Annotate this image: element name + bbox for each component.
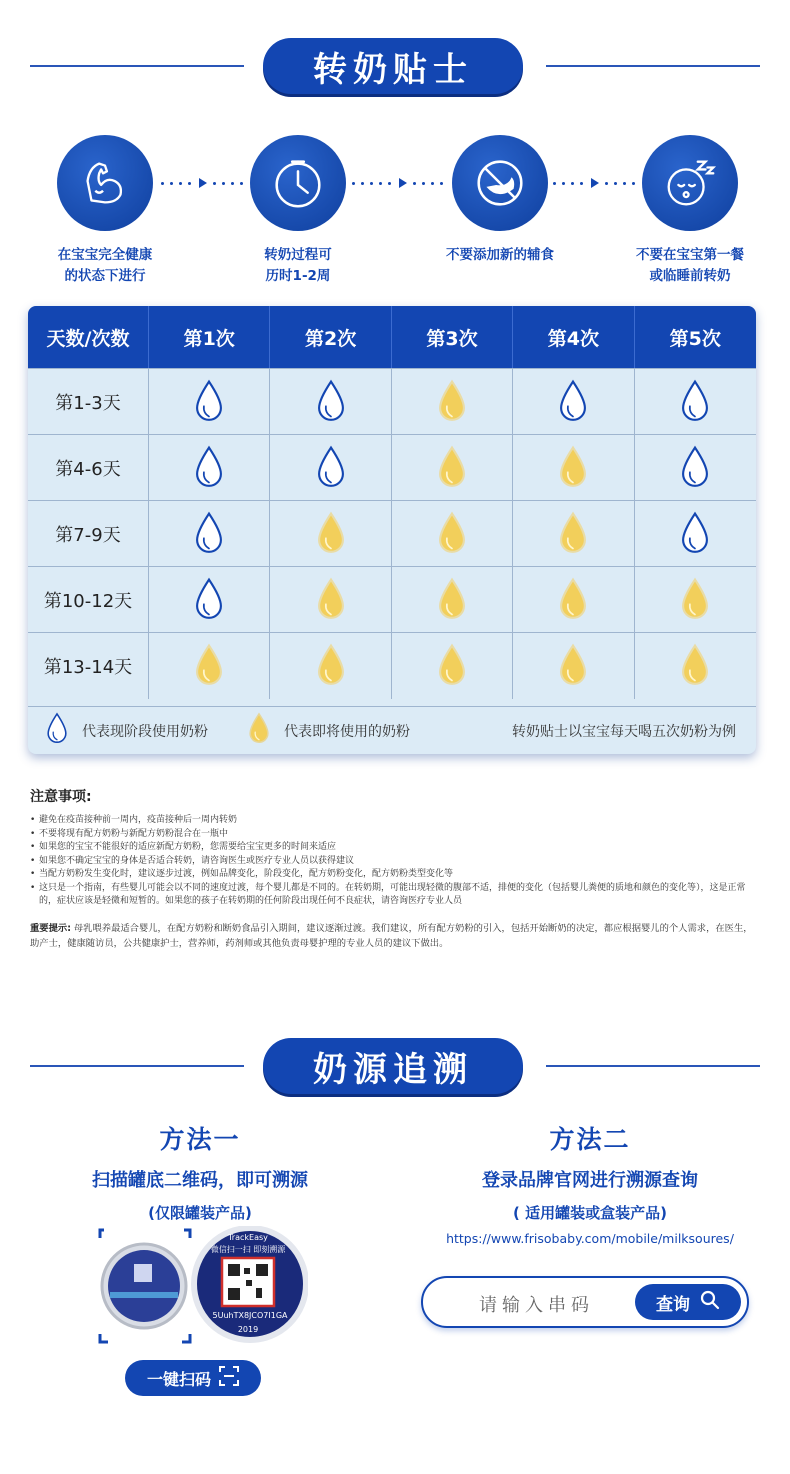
step-connector-1 [161,178,249,188]
scan-button[interactable] [125,1360,261,1396]
table-row [28,500,756,566]
gold-drop-icon [392,501,513,567]
table-row [28,434,756,500]
trace-url-link[interactable]: https://www.frisobaby.com/mobile/milksoures/ [446,1231,734,1246]
white-drop-icon [635,435,756,501]
can-qr-code-image [98,1226,308,1346]
step-1-label: 在宝宝完全健康 的状态下进行 [57,247,153,284]
white-drop-icon [149,567,270,633]
method-one-title: 方法一 [159,1125,241,1154]
gold-drop-icon [392,435,513,501]
qr-scan-text: 微信扫一扫 即刻溯源 [210,1245,286,1254]
header-divider-right [546,1065,760,1067]
header-divider-left [30,65,244,67]
notes-list [30,814,760,909]
gold-drop-icon [392,633,513,699]
white-drop-icon [149,435,270,501]
query-button-label: 查询 [656,1294,690,1315]
note-item: • 如果您不确定宝宝的身体是否适合转奶，请咨询医生或医疗专业人员以获得建议 [30,855,760,869]
gold-drop-icon [149,633,270,699]
method-one-subtitle: 扫描罐底二维码，即可溯源 [92,1170,308,1191]
legend-current [44,712,208,750]
step-4-label: 不要在宝宝第一餐 或临睡前转奶 [636,247,744,284]
gold-drop-icon [270,501,391,567]
method-two-note: ( 适用罐装或盒装产品) [513,1204,667,1222]
query-button[interactable] [635,1284,741,1320]
legend-current-text: 代表现阶段使用奶粉 [82,723,208,740]
white-drop-icon [270,369,391,435]
legend-new-text: 代表即将使用的奶粉 [284,723,410,740]
white-drop-icon [44,712,70,750]
header-feed-3: 第3次 [392,306,513,368]
step-2-label: 转奶过程可 历时1-2周 [264,247,332,284]
gold-drop-icon [246,712,272,750]
gold-drop-icon [635,633,756,699]
tips-title: 转奶贴士 [263,38,523,94]
gold-drop-icon [513,567,634,633]
header-feed-5: 第5次 [669,327,721,350]
step-connector-3 [553,178,641,188]
transition-steps [0,130,790,290]
note-item: • 不要将现有配方奶粉与新配方奶粉混合在一瓶中 [30,828,760,842]
clock-icon [250,135,346,231]
tips-section-header [0,36,790,96]
table-row [28,368,756,434]
notes-title: 注意事项: [30,789,92,805]
legend-note: 转奶贴士以宝宝每天喝五次奶粉为例 [512,723,736,740]
row-day-label: 第13-14天 [28,633,149,699]
trace-title: 奶源追溯 [263,1038,523,1094]
gold-drop-icon [513,435,634,501]
header-feed-1: 第1次 [149,306,270,368]
header-feed-4: 第4次 [513,306,634,368]
gold-drop-icon [513,501,634,567]
white-drop-icon [513,369,634,435]
important-label: 重要提示: [30,922,71,934]
no-banana-icon [452,135,548,231]
header-divider-right [546,65,760,67]
qr-year-text: 2019 [237,1325,259,1334]
scan-button-label: 一键扫码 [146,1369,211,1389]
method-one [40,1120,360,1223]
row-day-label: 第1-3天 [28,369,149,435]
step-3-label: 不要添加新的辅食 [446,247,554,263]
sleeping-face-icon [642,135,738,231]
table-legend [28,706,756,754]
white-drop-icon [635,501,756,567]
qr-serial-text: 5UuhTX8JCO7I1GA [212,1311,288,1320]
header-feed-2: 第2次 [270,306,391,368]
header-days: 天数/次数 [28,306,149,368]
row-day-label: 第10-12天 [28,567,149,633]
table-header-row [28,306,756,368]
gold-drop-icon [513,633,634,699]
white-drop-icon [149,369,270,435]
gold-drop-icon [392,369,513,435]
qr-brand-text: TrackEasy [228,1233,268,1242]
table-row [28,566,756,632]
gold-drop-icon [270,567,391,633]
note-item: • 当配方奶粉发生变化时，建议逐步过渡，例如品牌变化，阶段变化，配方奶粉变化，配方奶粉类型变化等 [30,868,760,882]
row-day-label: 第7-9天 [28,501,149,567]
important-notice [30,921,760,951]
note-item: • 避免在疫苗接种前一周内，疫苗接种后一周内转奶 [30,814,760,828]
trace-section-header [0,1036,790,1096]
note-item: • 如果您的宝宝不能很好的适应新配方奶粉，您需要给宝宝更多的时间来适应 [30,841,760,855]
notes-section [30,786,760,951]
method-one-note: (仅限罐装产品) [148,1204,252,1222]
step-connector-2 [352,178,449,188]
row-day-label: 第4-6天 [28,435,149,501]
legend-new [246,712,410,750]
method-two [400,1120,780,1246]
strong-arm-icon [57,135,153,231]
search-icon [700,1290,720,1315]
header-divider-left [30,1065,244,1067]
white-drop-icon [149,501,270,567]
gold-drop-icon [270,633,391,699]
white-drop-icon [270,435,391,501]
white-drop-icon [635,369,756,435]
method-two-subtitle: 登录品牌官网进行溯源查询 [482,1170,698,1191]
transition-schedule-table [28,306,756,754]
method-two-title: 方法二 [549,1125,631,1154]
serial-search-box [421,1276,749,1328]
note-item: • 这只是一个指南，有些婴儿可能会以不同的速度过渡，每个婴儿都是不同的。在转奶期，可能出现轻微的腹部不适，排便的变化（包括婴儿粪便的质地和颜色的变化等），这是正常的，症状应该是轻微和短暂的。如果您的孩子在转奶期的任何阶段出现任何不良症状，请咨询医疗专业人员 [30,882,760,909]
serial-input[interactable]: 请输入串码 [479,1295,594,1316]
scan-frame-icon [219,1366,239,1390]
table-row [28,632,756,698]
gold-drop-icon [635,567,756,633]
important-text: 母乳喂养最适合婴儿，在配方奶粉和断奶食品引入期间，建议逐渐过渡。我们建议，所有配方奶粉的引入，包括开始断奶的决定，都应根据婴儿的个人需求，在医生，助产士，健康随访员，公共健康护士，营养师，药剂师或其他负责母婴护理的专业人员的建议下做出。 [30,922,753,949]
gold-drop-icon [392,567,513,633]
